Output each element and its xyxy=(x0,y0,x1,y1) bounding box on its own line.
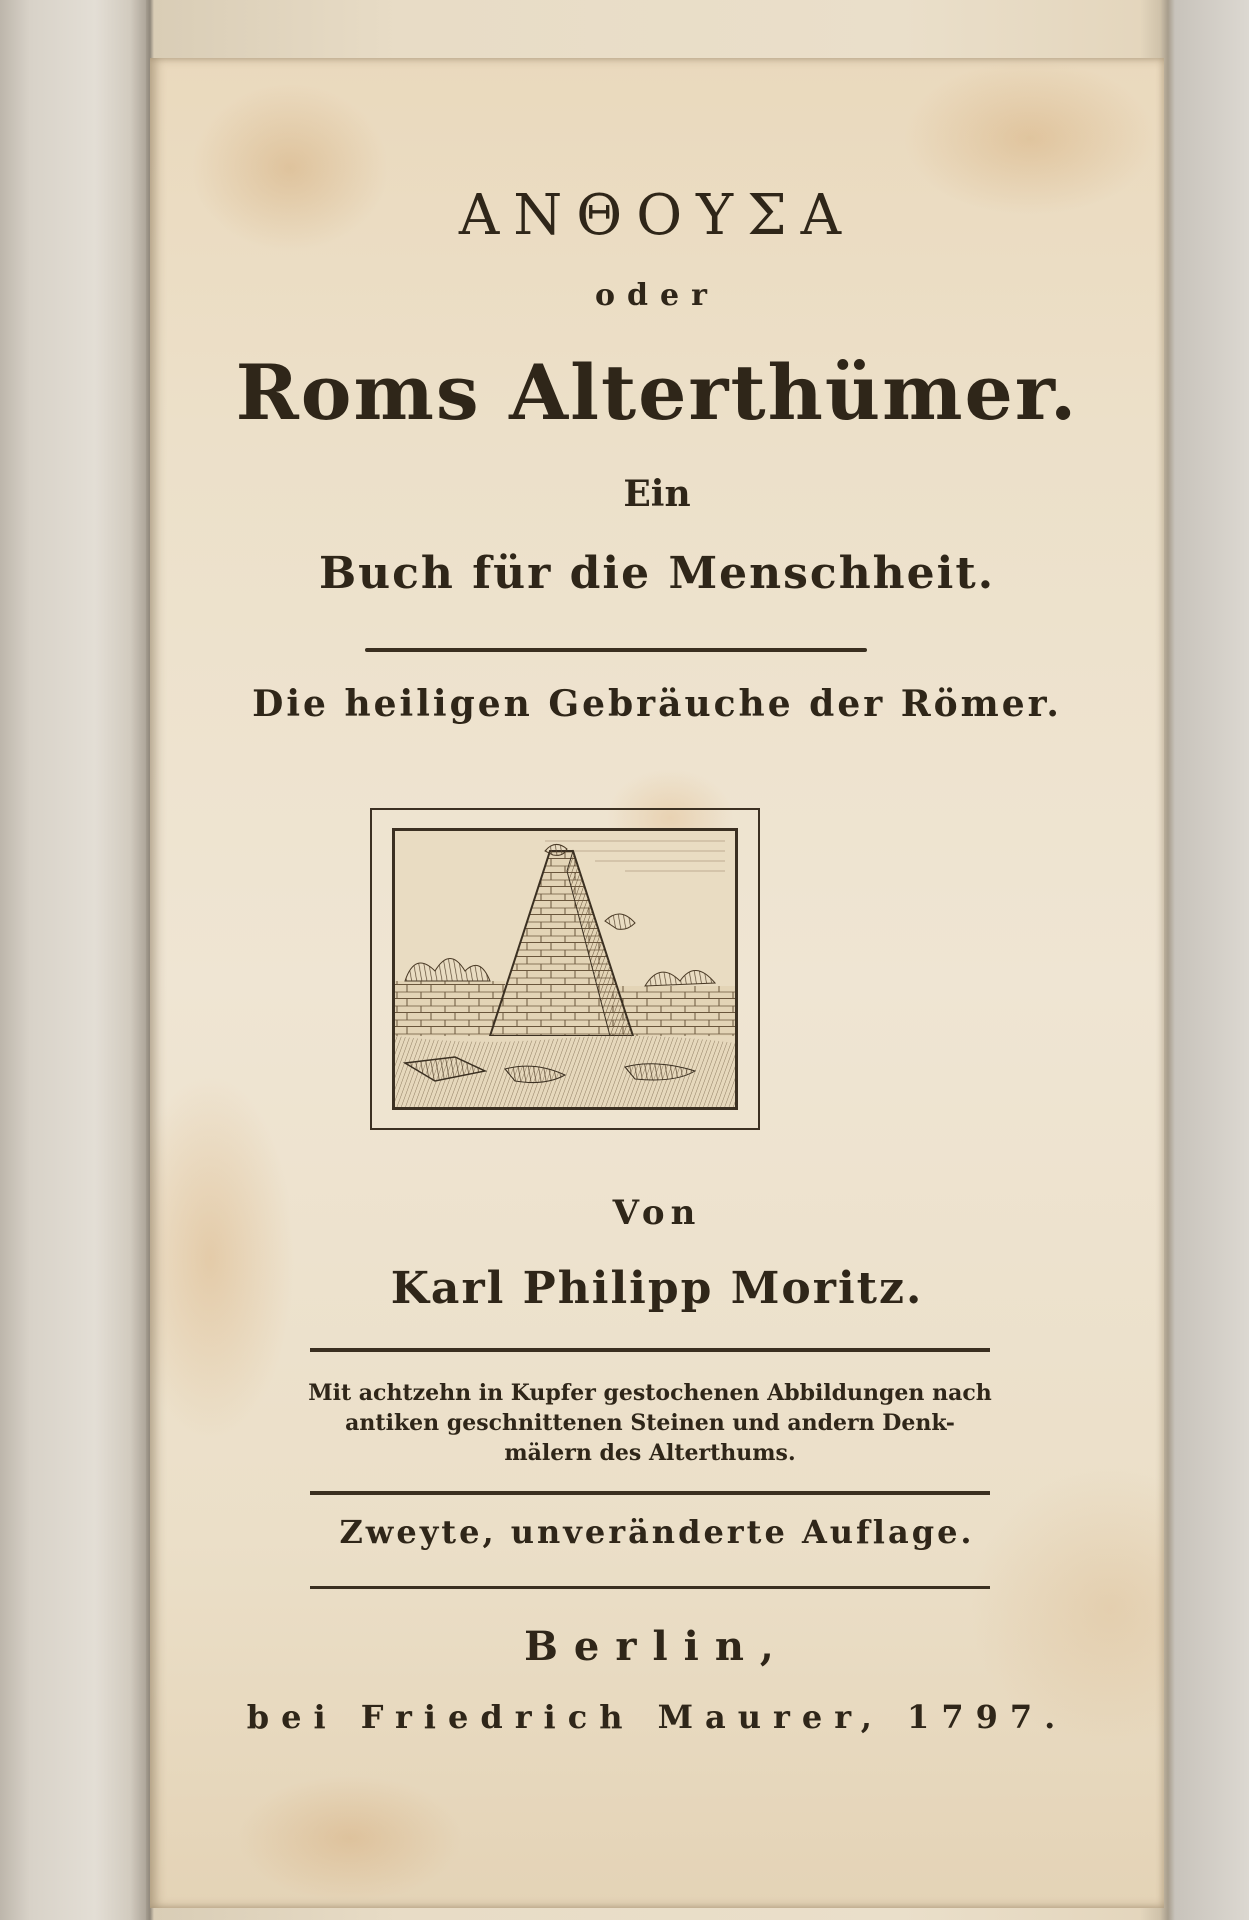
double-rule-top xyxy=(310,1348,990,1352)
double-rule-middle xyxy=(310,1491,990,1495)
edition-statement: Zweyte, unveränderte Auflage. xyxy=(339,1513,975,1551)
subtitle-line-2: Buch für die Menschheit. xyxy=(318,548,996,599)
vignette-frame xyxy=(370,808,760,1130)
title-connector: oder xyxy=(595,278,719,313)
illustrations-line-2: antiken geschnittenen Steinen und andern Denk- xyxy=(345,1410,955,1436)
illustrations-line-3: mälern des Alterthums. xyxy=(504,1440,796,1466)
ornamental-rule xyxy=(365,648,867,652)
main-title: Roms Alterthümer. xyxy=(235,348,1079,437)
greek-title: ΑΝΘΟΥΣΑ xyxy=(458,183,856,248)
double-rule-bottom xyxy=(310,1586,990,1589)
imprint-city: Berlin, xyxy=(524,1623,790,1670)
facing-page-edge xyxy=(0,0,146,1920)
by-label: Von xyxy=(612,1193,702,1233)
author-name: Karl Philipp Moritz. xyxy=(390,1263,924,1314)
illustrations-note xyxy=(280,1378,1020,1468)
imprint-publisher: bei Friedrich Maurer, 1797. xyxy=(246,1698,1068,1736)
subtitle-line-1: Ein xyxy=(623,473,691,515)
section-title: Die heiligen Gebräuche der Römer. xyxy=(252,683,1062,725)
title-page xyxy=(150,58,1164,1908)
illustrations-line-1: Mit achtzehn in Kupfer gestochenen Abbildungen nach xyxy=(308,1380,992,1406)
pyramid-engraving-icon xyxy=(392,828,738,1110)
